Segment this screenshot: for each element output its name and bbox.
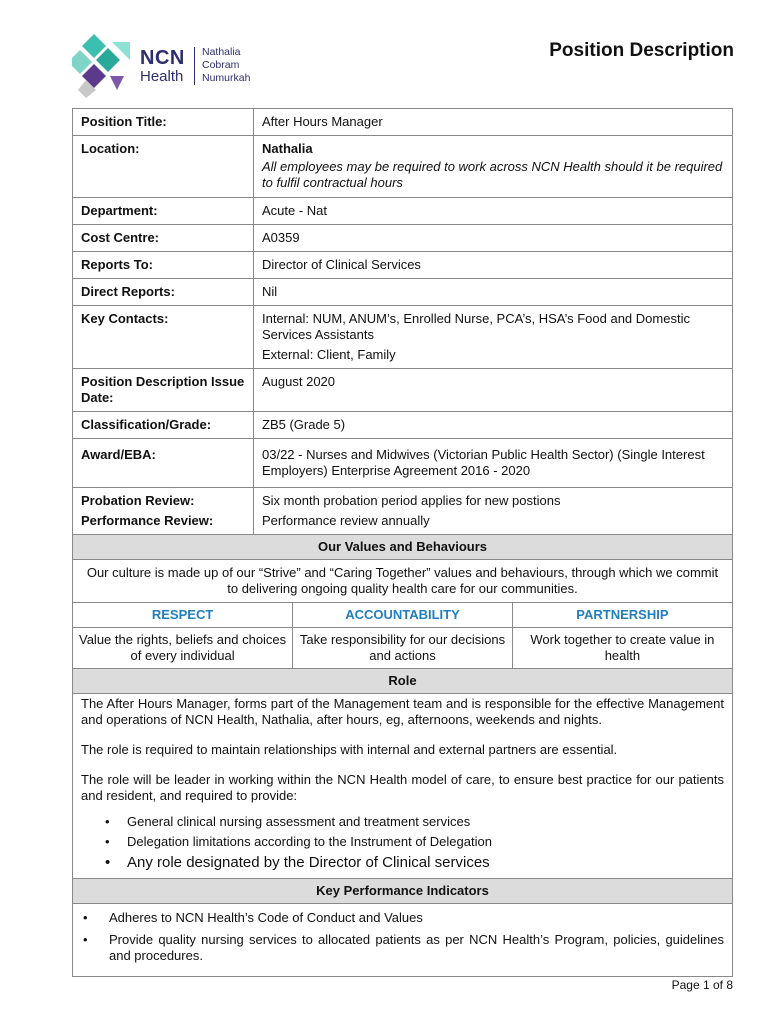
classification-value: ZB5 (Grade 5) — [254, 412, 733, 439]
award-label: Award/EBA: — [73, 439, 254, 488]
reviews-value-cell — [254, 488, 733, 535]
list-item: • Delegation limitations according to the Instrument of Delegation — [103, 834, 724, 850]
issue-date-value: August 2020 — [254, 369, 733, 412]
role-paragraph-2: The role is required to maintain relationships with internal and external partners are essential. — [81, 742, 618, 757]
value-title-respect: RESPECT — [73, 603, 293, 628]
logo-health-text: Health — [140, 68, 184, 85]
position-description-table — [72, 108, 733, 977]
role-paragraph-1: The After Hours Manager, forms part of the Management team and is responsible for the effective Management and operations of NCN Health, Nathalia, after hours, eg, afternoons, weekends and nights. — [81, 696, 724, 727]
value-text-partnership: Work together to create value in health — [530, 632, 715, 663]
role-body — [73, 694, 733, 879]
row-values-grid — [73, 603, 733, 669]
document-title: Position Description — [549, 40, 734, 61]
role-heading: Role — [73, 669, 733, 694]
row-culture — [73, 560, 733, 603]
key-contacts-internal: Internal: NUM, ANUM’s, Enrolled Nurse, PCA’s, HSA’s Food and Domestic Services Assistants — [262, 311, 690, 342]
position-title-label: Position Title: — [73, 109, 254, 136]
location-value: Nathalia — [262, 141, 313, 156]
values-text-row — [73, 628, 732, 669]
cost-centre-label: Cost Centre: — [73, 225, 254, 252]
direct-reports-value: Nil — [254, 279, 733, 306]
cost-centre-value: A0359 — [254, 225, 733, 252]
key-contacts-cell — [254, 306, 733, 369]
department-label: Department: — [73, 198, 254, 225]
row-values-heading — [73, 535, 733, 560]
logo-towns — [202, 46, 250, 85]
values-grid — [73, 603, 732, 668]
position-title-value: After Hours Manager — [254, 109, 733, 136]
kpi-bullet-list — [81, 910, 724, 964]
row-location — [73, 136, 733, 198]
value-title-partnership: PARTNERSHIP — [512, 603, 732, 628]
role-bullet-list — [103, 814, 724, 872]
key-contacts-external: External: Client, Family — [262, 347, 396, 362]
row-kpi-body — [73, 904, 733, 977]
probation-label: Probation Review: — [81, 493, 195, 508]
values-heading: Our Values and Behaviours — [73, 535, 733, 560]
row-role-heading — [73, 669, 733, 694]
row-direct-reports — [73, 279, 733, 306]
reports-to-value: Director of Clinical Services — [254, 252, 733, 279]
issue-date-label: Position Description Issue Date: — [73, 369, 254, 412]
page-header — [72, 32, 734, 98]
probation-value: Six month probation period applies for new postions — [262, 493, 561, 508]
value-text-accountability: Take responsibility for our decisions and actions — [293, 628, 513, 669]
page-number: Page 1 of 8 — [671, 978, 733, 992]
values-titles-row — [73, 603, 732, 628]
row-role-body — [73, 694, 733, 879]
row-award — [73, 439, 733, 488]
row-classification — [73, 412, 733, 439]
value-title-accountability: ACCOUNTABILITY — [293, 603, 513, 628]
location-note: All employees may be required to work across NCN Health should it be required to fulfil contractual hours — [262, 159, 723, 190]
ncn-health-logo — [72, 32, 272, 98]
logo-ncn-text: NCN — [140, 47, 185, 69]
list-item: • Provide quality nursing services to allocated patients as per NCN Health’s Program, policies, guidelines and procedures. — [81, 932, 724, 964]
row-department — [73, 198, 733, 225]
row-position-title — [73, 109, 733, 136]
ncn-logo-mark-icon — [72, 32, 134, 98]
location-label: Location: — [73, 136, 254, 198]
performance-value: Performance review annually — [262, 513, 430, 528]
value-text-respect: Value the rights, beliefs and choices of every individual — [73, 628, 293, 669]
role-paragraph-3: The role will be leader in working within the NCN Health model of care, to ensure best practice for our patients and resident, and required to provide: — [81, 772, 724, 803]
classification-label: Classification/Grade: — [73, 412, 254, 439]
logo-divider — [194, 47, 195, 85]
list-item: • Adheres to NCN Health’s Code of Conduct and Values — [81, 910, 724, 926]
values-grid-cell — [73, 603, 733, 669]
culture-statement: Our culture is made up of our “Strive” and “Caring Together” values and behaviours, through which we commit to delivering ongoing quality health care for our communities. — [73, 560, 733, 603]
row-key-contacts — [73, 306, 733, 369]
row-cost-centre — [73, 225, 733, 252]
reports-to-label: Reports To: — [73, 252, 254, 279]
location-cell — [254, 136, 733, 198]
row-reports-to — [73, 252, 733, 279]
list-item: • Any role designated by the Director of Clinical services — [103, 854, 724, 872]
direct-reports-label: Direct Reports: — [73, 279, 254, 306]
kpi-heading: Key Performance Indicators — [73, 879, 733, 904]
logo-town-nathalia: Nathalia — [202, 46, 241, 58]
key-contacts-label: Key Contacts: — [73, 306, 254, 369]
row-reviews — [73, 488, 733, 535]
row-kpi-heading — [73, 879, 733, 904]
row-issue-date — [73, 369, 733, 412]
reviews-label-cell — [73, 488, 254, 535]
logo-town-cobram: Cobram — [202, 59, 240, 71]
logo-town-numurkah: Numurkah — [202, 72, 251, 84]
kpi-body — [73, 904, 733, 977]
performance-label: Performance Review: — [81, 513, 214, 528]
department-value: Acute - Nat — [254, 198, 733, 225]
award-value: 03/22 - Nurses and Midwives (Victorian Public Health Sector) (Single Interest Employers) Enterprise Agreement 2016 - 2020 — [254, 439, 733, 488]
list-item: • General clinical nursing assessment and treatment services — [103, 814, 724, 830]
